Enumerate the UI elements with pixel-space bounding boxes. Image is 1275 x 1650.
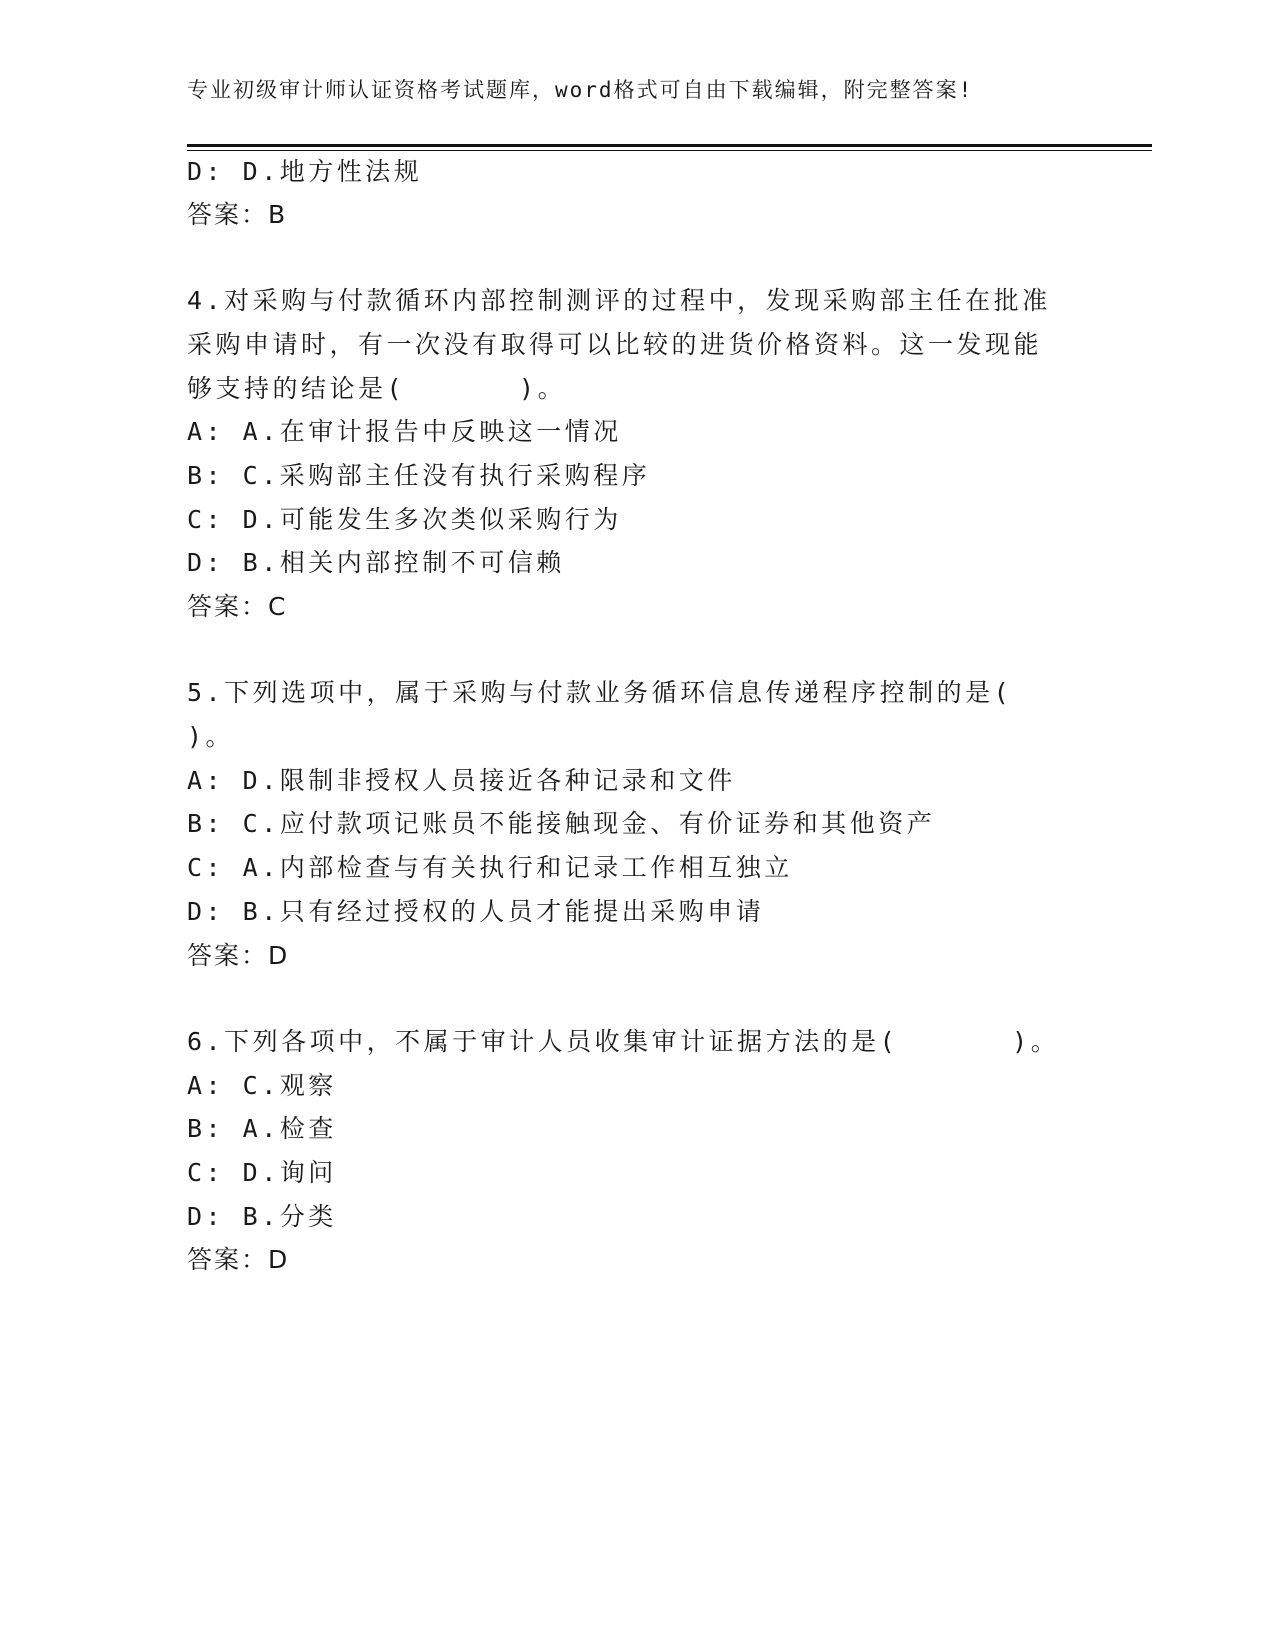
header-rule-thick xyxy=(187,144,1152,147)
option-d: D: B.只有经过授权的人员才能提出采购申请 xyxy=(187,897,765,926)
prev-answer: 答案：B xyxy=(187,200,288,229)
option-c: C: D.询问 xyxy=(187,1158,337,1187)
question-stem-line: 采购申请时，有一次没有取得可以比较的进货价格资料。这一发现能 xyxy=(187,330,1043,359)
question-stem-line: 5.下列选项中，属于采购与付款业务循环信息传递程序控制的是( xyxy=(187,678,1013,707)
option-b: B: C.应付款项记账员不能接触现金、有价证券和其他资产 xyxy=(187,809,936,838)
option-b: B: C.采购部主任没有执行采购程序 xyxy=(187,461,651,490)
question-stem-line: 4.对采购与付款循环内部控制测评的过程中，发现采购部主任在批准 xyxy=(187,286,1051,315)
option-a: A: A.在审计报告中反映这一情况 xyxy=(187,417,622,446)
answer: 答案：D xyxy=(187,1245,290,1274)
question-stem-line: )。 xyxy=(187,722,235,751)
option-d: D: B.分类 xyxy=(187,1202,337,1231)
question-stem-line: 够支持的结论是( )。 xyxy=(187,374,567,403)
header-rule-thin xyxy=(187,150,1152,151)
option-c: C: A.内部检查与有关执行和记录工作相互独立 xyxy=(187,853,793,882)
answer: 答案：D xyxy=(187,941,290,970)
option-a: A: D.限制非授权人员接近各种记录和文件 xyxy=(187,766,736,795)
prev-option-d: D: D.地方性法规 xyxy=(187,157,423,186)
option-a: A: C.观察 xyxy=(187,1071,337,1100)
option-d: D: B.相关内部控制不可信赖 xyxy=(187,548,565,577)
answer: 答案：C xyxy=(187,592,288,621)
option-c: C: D.可能发生多次类似采购行为 xyxy=(187,505,622,534)
page-header: 专业初级审计师认证资格考试题库，word格式可自由下载编辑，附完整答案! xyxy=(187,78,974,102)
question-stem-line: 6.下列各项中，不属于审计人员收集审计证据方法的是( )。 xyxy=(187,1027,1060,1056)
option-b: B: A.检查 xyxy=(187,1114,337,1143)
